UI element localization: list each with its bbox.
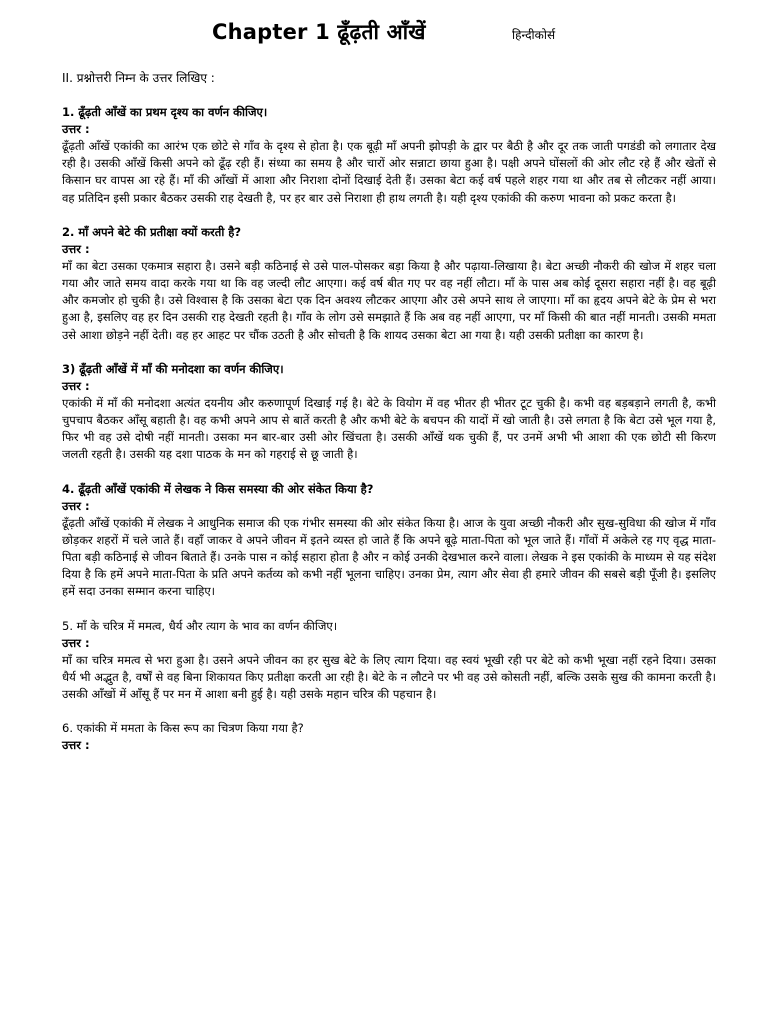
answer-label-2: उत्तर : [62, 241, 90, 256]
answer-label-3: उत्तर : [62, 378, 90, 393]
answer-text-1: ढूँढ़ती आँखें एकांकी का आरंभ एक छोटे से गाँव के दृश्य से होता है। एक बूढ़ी माँ अपनी झोपड़ी के द्वार पर बैठी है और दूर तक जाती पगडंडी को लगातार देख रही है। उसकी आँखें किसी अपने को ढूँढ़ रही हैं। संध्या का समय है और चारों ओर सन्नाटा छाया हुआ है। पक्षी अपने घोंसलों की ओर लौट रहे हैं और खेतों से किसान घर वापस आ रहे हैं। माँ की आँखों में आशा और निराशा दोनों दिखाई देती हैं। उसका बेटा कई वर्ष पहले शहर गया था और तब से लौटकर नहीं आया। वह प्रतिदिन इसी प्रकार बैठकर उसकी राह देखती है, पर हर बार उसे निराशा ही हाथ लगती है। यही दृश्य एकांकी की करुण भावना को प्रकट करता है। [62, 139, 716, 205]
question-4: 4. ढूँढ़ती आँखें एकांकी में लेखक ने किस समस्या की ओर संकेत किया है? [62, 481, 374, 496]
page-header [62, 14, 716, 54]
question-6: 6. एकांकी में ममता के किस रूप का चित्रण किया गया है? [62, 721, 304, 736]
question-3: 3) ढूँढ़ती आँखें में माँ की मनोदशा का वर्णन कीजिए। [62, 361, 284, 376]
question-1: 1. ढूँढ़ती आँखें का प्रथम दृश्य का वर्णन कीजिए। [62, 105, 268, 119]
answer-label-1: उत्तर : [62, 122, 90, 136]
qa-block-6 [62, 720, 716, 754]
question-5: 5. माँ के चरित्र में ममत्व, धैर्य और त्याग के भाव का वर्णन कीजिए। [62, 618, 338, 633]
answer-label-4: उत्तर : [62, 498, 90, 513]
answer-label-6: उत्तर : [62, 738, 90, 753]
qa-block-3 [62, 361, 716, 464]
qa-block-2 [62, 224, 716, 344]
section-heading: II. प्रश्नोत्तरी निम्न के उत्तर लिखिए : [62, 71, 215, 85]
answer-text-5: माँ का चरित्र ममत्व से भरा हुआ है। उसने अपने जीवन का हर सुख बेटे के लिए त्याग दिया। वह स्वयं भूखी रही पर बेटे को कभी भूखा नहीं रहने दिया। उसका धैर्य भी अद्भुत है, वर्षों से वह बिना शिकायत किए प्रतीक्षा करती आ रही है। बेटे के न लौटने पर भी वह उसे कोसती नहीं, बल्कि उसके सुख की कामना करती है। उसकी आँखों में आँसू हैं पर मन में आशा बनी हुई है। यही उसके महान चरित्र की पहचान है। [62, 652, 716, 702]
question-2: 2. माँ अपने बेटे की प्रतीक्षा क्यों करती है? [62, 224, 242, 239]
qa-block-1 [62, 104, 716, 207]
qa-block-5 [62, 618, 716, 704]
answer-text-2: माँ का बेटा उसका एकमात्र सहारा है। उसने बड़ी कठिनाई से उसे पाल-पोसकर बड़ा किया है और पढ़ाया-लिखाया है। बेटा अच्छी नौकरी की खोज में शहर चला गया और जाते समय वादा करके गया था कि वह जल्दी लौट आएगा। कई वर्ष बीत गए पर वह नहीं लौटा। माँ के पास अब कोई दूसरा सहारा नहीं है। वह बूढ़ी और कमजोर हो चुकी है। उसे विश्वास है कि उसका बेटा एक दिन अवश्य लौटकर आएगा और उसे अपने साथ ले जाएगा। माँ का हृदय अपने बेटे के प्रेम से भरा हुआ है, इसलिए वह हर दिन उसकी राह देखती रहती है। गाँव के लोग उसे समझाते हैं कि अब वह नहीं आएगा, पर माँ किसी की बात नहीं मानती। उसकी ममता उसे आशा छोड़ने नहीं देती। वह हर आहट पर चौंक उठती है और सोचती है कि शायद उसका बेटा आ गया है। यही उसकी प्रतीक्षा का कारण है। [62, 258, 716, 342]
qa-block-4 [62, 481, 716, 601]
answer-text-4: ढूँढ़ती आँखें एकांकी में लेखक ने आधुनिक समाज की एक गंभीर समस्या की ओर संकेत किया है। आज के युवा अच्छी नौकरी और सुख-सुविधा की खोज में गाँव छोड़कर शहरों में चले जाते हैं। वहाँ जाकर वे अपने जीवन में इतने व्यस्त हो जाते हैं कि अपने बूढ़े माता-पिता को भूल जाते हैं। गाँवों में अकेले रह गए वृद्ध माता-पिता बड़ी कठिनाई से जीवन बिताते हैं। उनके पास न कोई सहारा होता है और न कोई उनकी देखभाल करने वाला। लेखक ने इस एकांकी के माध्यम से यह संदेश दिया है कि हमें अपने माता-पिता के प्रति अपने कर्तव्य को कभी नहीं भूलना चाहिए। उनका प्रेम, त्याग और सेवा ही हमारे जीवन की सबसे बड़ी पूँजी है। इसलिए हमें सदा उनका सम्मान करना चाहिए। [62, 515, 716, 599]
subject-tag: हिन्दीकोर्स [512, 28, 556, 42]
answer-text-3: एकांकी में माँ की मनोदशा अत्यंत दयनीय और करुणापूर्ण दिखाई गई है। बेटे के वियोग में वह भीतर ही भीतर टूट चुकी है। कभी वह बड़बड़ाने लगती है, कभी चुपचाप बैठकर आँसू बहाती है। वह कभी अपने आप से बातें करती है और कभी बेटे के बचपन की यादों में खो जाती है। उसे लगता है कि बेटा उसे भूल गया है, फिर भी वह उसे दोषी नहीं मानती। उसका मन बार-बार उसी ओर खिंचता है। उसकी आँखें थक चुकी हैं, पर उनमें अभी भी आशा की एक छोटी सी किरण जलती रहती है। उसकी यह दशा पाठक के मन को गहराई से छू जाती है। [62, 395, 716, 462]
answer-label-5: उत्तर : [62, 635, 90, 650]
chapter-title: Chapter 1 ढूँढ़ती आँखें [212, 20, 426, 44]
